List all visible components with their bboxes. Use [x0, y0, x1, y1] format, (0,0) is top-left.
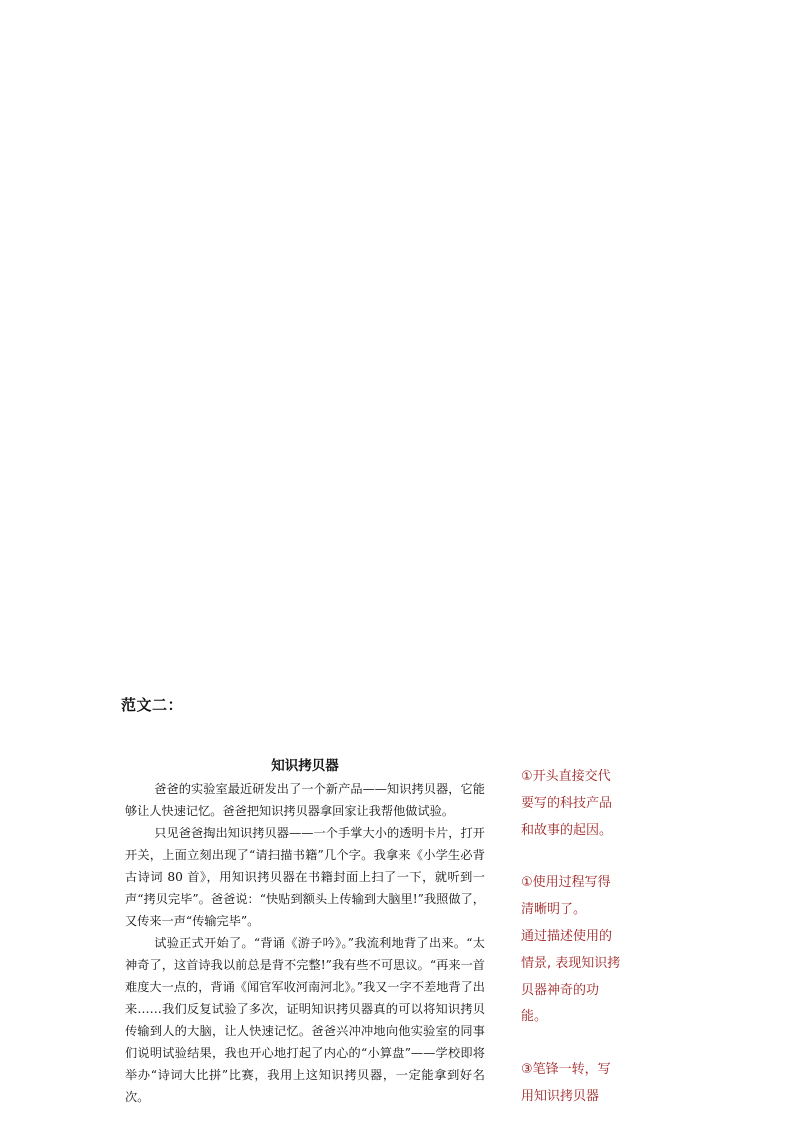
margin-note-turn — [521, 1057, 623, 1111]
section-heading: 范文二： — [121, 696, 184, 714]
margin-note-opening-text: ①开头直接交代要写的科技产品和故事的起因。 — [521, 769, 613, 838]
essay-body — [125, 756, 485, 1108]
margin-notes — [521, 764, 623, 1111]
essay-title: 知识拷贝器 — [271, 758, 339, 774]
margin-note-opening — [521, 764, 623, 844]
essay-paragraph-1: 爸爸的实验室最近研发出了一个新产品——知识拷贝器，它能够让人快速记忆。爸爸把知识拷贝器拿回家让我帮他做试验。 — [125, 782, 485, 818]
margin-note-usage — [521, 870, 623, 1031]
essay-paragraph-2: 只见爸爸掏出知识拷贝器——一个手掌大小的透明卡片，打开开关，上面立刻出现了“请扫描书籍”几个字。我拿来《小学生必背古诗词 80 首》，用知识拷贝器在书籍封面上扫了一下，就听到一声“拷贝完毕”。爸爸说：“快贴到额头上传输到大脑里!”我照做了，又传来一声“传输完毕”。 — [125, 826, 485, 928]
margin-note-usage-text: ①使用过程写得清晰明了。 — [521, 875, 611, 918]
margin-note-turn-text: ③笔锋一转，写用知识拷贝器 — [521, 1062, 611, 1104]
essay-paragraph-3: 试验正式开始了。“背诵《游子吟》。”我流利地背了出来。“太神奇了，这首诗我以前总是背不完整!”我有些不可思议。“再来一首难度大一点的，背诵《闻官军收河南河北》。”我又一字不差地背了出来……我们反复试验了多次，证明知识拷贝器真的可以将知识拷贝传输到人的大脑，让人快速记忆。爸爸兴冲冲地向他实验室的同事们说明试验结果，我也开心地打起了内心的“小算盘”——学校即将举办“诗词大比拼”比赛，我用上这知识拷贝器，一定能拿到好名次。 — [125, 936, 485, 1104]
margin-note-usage-detail: 通过描述使用的情景, 表现知识拷贝器神奇的功能。 — [521, 928, 621, 1025]
